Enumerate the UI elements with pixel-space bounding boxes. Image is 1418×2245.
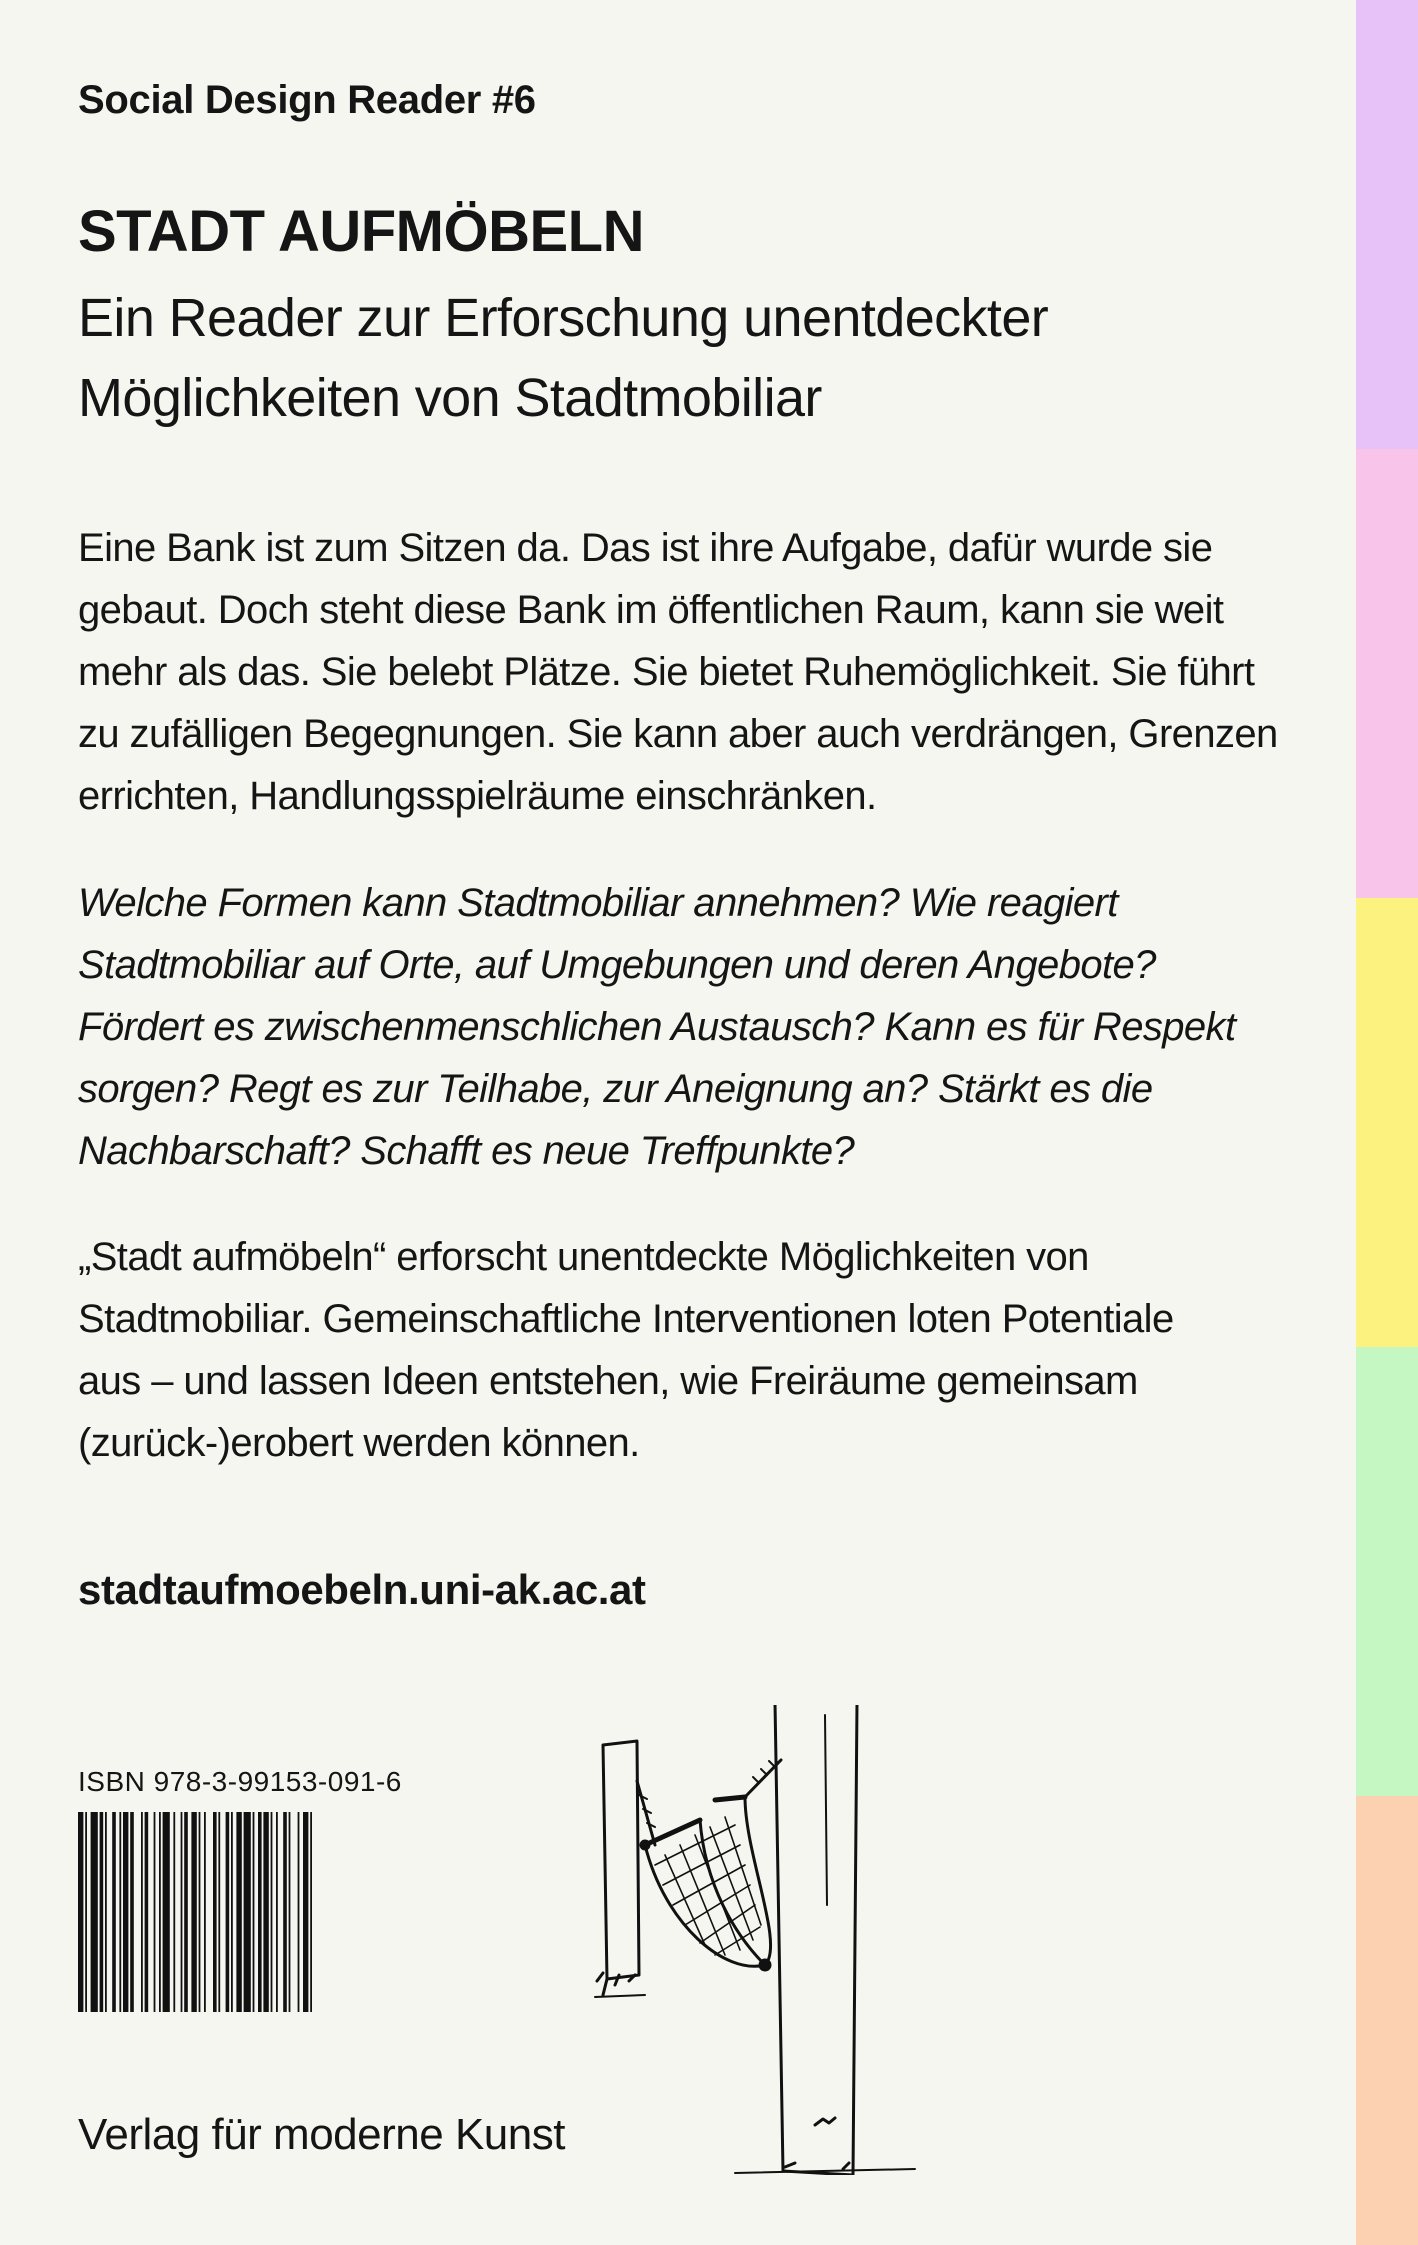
text-line: Fördert es zwischenmenschlichen Austausch? Kann es für Respekt	[78, 1005, 1236, 1049]
text-line: gebaut. Doch steht diese Bank im öffentlichen Raum, kann sie weit	[78, 588, 1224, 632]
text-line: (zurück-)erobert werden können.	[78, 1421, 640, 1465]
book-subtitle	[78, 278, 1308, 438]
text-line: zu zufälligen Begegnungen. Sie kann aber auch verdrängen, Grenzen	[78, 712, 1278, 756]
isbn-label: ISBN 978-3-99153-091-6	[78, 1766, 402, 1797]
barcode-icon	[78, 1812, 392, 2012]
text-line: Welche Formen kann Stadtmobiliar annehmen? Wie reagiert	[78, 881, 1118, 925]
text-line: sorgen? Regt es zur Teilhabe, zur Aneignung an? Stärkt es die	[78, 1067, 1153, 1111]
series-label: Social Design Reader #6	[78, 78, 536, 122]
text-line: Stadtmobiliar auf Orte, auf Umgebungen und deren Angebote?	[78, 943, 1156, 987]
website-link[interactable]: stadtaufmoebeln.uni-ak.ac.at	[78, 1566, 646, 1613]
publisher-name: Verlag für moderne Kunst	[78, 2110, 565, 2159]
color-stripe	[1356, 0, 1418, 449]
text-line: „Stadt aufmöbeln“ erforscht unentdeckte Möglichkeiten von	[78, 1235, 1089, 1279]
color-stripe	[1356, 1796, 1418, 2245]
blurb-paragraph-3	[78, 1226, 1338, 1474]
text-line: errichten, Handlungsspielräume einschränken.	[78, 774, 877, 818]
color-stripe	[1356, 449, 1418, 898]
text-line: Stadtmobiliar. Gemeinschaftliche Interventionen loten Potentiale	[78, 1297, 1174, 1341]
color-stripe	[1356, 1347, 1418, 1796]
hammock-illustration	[585, 1705, 1235, 2175]
color-stripes	[1356, 0, 1418, 2245]
color-stripe	[1356, 898, 1418, 1347]
subtitle-line: Ein Reader zur Erforschung unentdeckter	[78, 288, 1049, 348]
text-line: aus – und lassen Ideen entstehen, wie Freiräume gemeinsam	[78, 1359, 1138, 1403]
text-line: mehr als das. Sie belebt Plätze. Sie bietet Ruhemöglichkeit. Sie führt	[78, 650, 1255, 694]
book-title: STADT AUFMÖBELN	[78, 199, 644, 264]
blurb-paragraph-questions	[78, 872, 1338, 1182]
text-line: Eine Bank ist zum Sitzen da. Das ist ihre Aufgabe, dafür wurde sie	[78, 526, 1213, 570]
text-line: Nachbarschaft? Schafft es neue Treffpunkte?	[78, 1129, 855, 1173]
blurb-paragraph-1	[78, 517, 1338, 827]
subtitle-line: Möglichkeiten von Stadtmobiliar	[78, 368, 822, 428]
